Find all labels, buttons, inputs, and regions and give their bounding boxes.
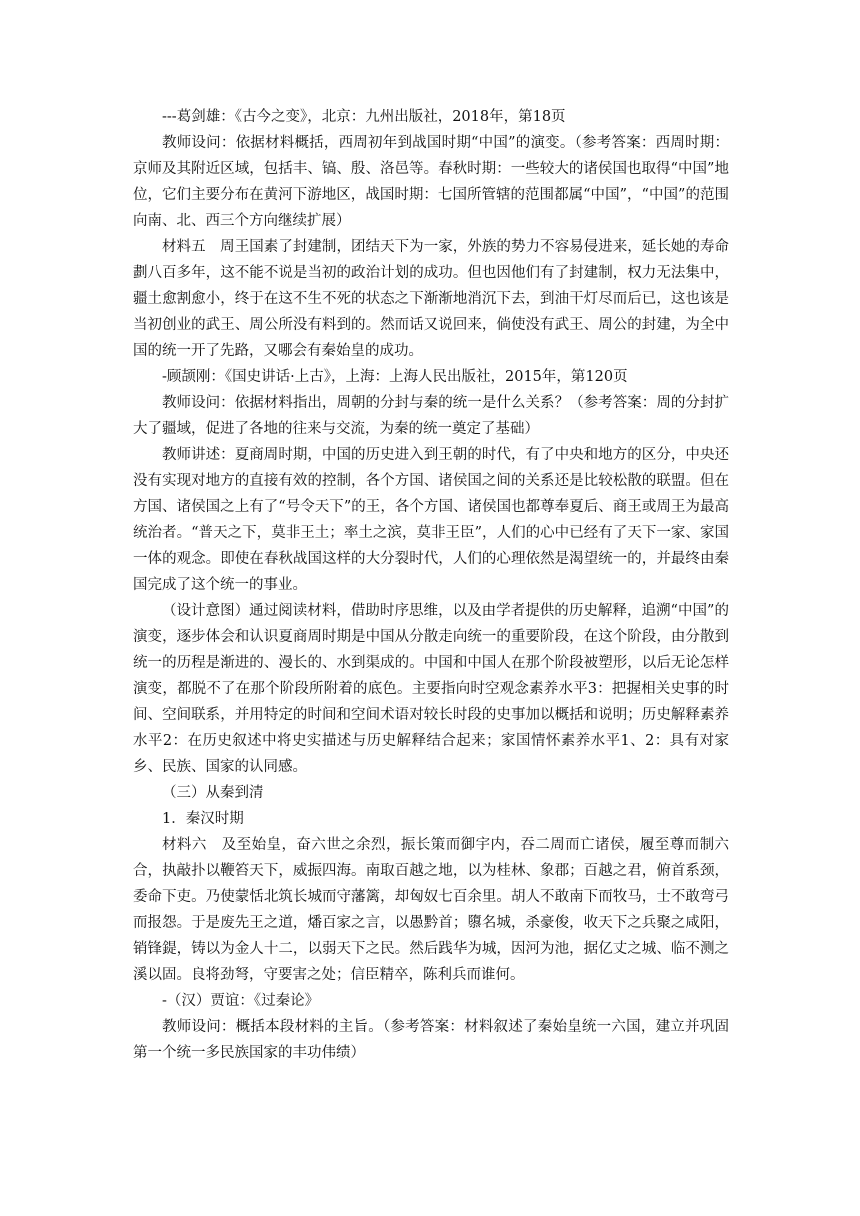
teacher-question-main-idea: 教师设问：概括本段材料的主旨。（参考答案：材料叙述了秦始皇统一六国，建立并巩固第一个统一多民族国家的丰功伟绩） xyxy=(133,1019,729,1061)
citation-ge-jianxiong: ---葛剑雄：《古今之变》，北京：九州出版社，2018年，第18页 xyxy=(162,109,566,125)
material-six: 材料六 及至始皇，奋六世之余烈，振长策而御宇内，吞二周而亡诸侯，履至尊而制六合，执敲扑以鞭笞天下，威振四海。南取百越之地，以为桂林、象郡；百越之君，俯首系颈，委命下吏。乃使蒙恬北筑长城而守藩篱，却匈奴七百余里。胡人不敢南下而牧马，士不敢弯弓而报怨。于是废先王之道，燔百家之言，以愚黔首；隳名城，杀豪俊，收天下之兵聚之咸阳，销锋鍉，铸以为金人十二，以弱天下之民。然后践华为城，因河为池，据亿丈之城、临不测之溪以固。良将劲弩，守要害之处；信臣精卒，陈利兵而谁何。 xyxy=(133,837,729,983)
citation-gu-jiegang: -顾颉刚：《国史讲话·上古》，上海：上海人民出版社，2015年，第120页 xyxy=(162,369,628,385)
citation-jia-yi: -（汉）贾谊：《过秦论》 xyxy=(162,993,320,1009)
material-five: 材料五 周王国素了封建制，团结天下为一家，外族的势力不容易侵进来，延长她的寿命劃八百多年，这不能不说是当初的政治计划的成功。但也因他们有了封建制，权力无法集中，疆土愈割愈小，终于在这不生不死的状态之下渐渐地消沉下去，到油干灯尽而后已，这也该是当初创业的武王、周公所没有料到的。然而话又说回来，倘使没有武王、周公的封建，为全中国的统一开了先路，又哪会有秦始皇的成功。 xyxy=(133,239,729,359)
section-heading-qin-to-qing: （三）从秦到清 xyxy=(162,785,264,801)
design-intent: （设计意图）通过阅读材料，借助时序思维，以及由学者提供的历史解释，追溯“中国”的演变，逐步体会和认识夏商周时期是中国从分散走向统一的重要阶段，在这个阶段，由分散到统一的历程是渐进的、漫长的、水到渠成的。中国和中国人在那个阶段被塑形，以后无论怎样演变，都脱不了在那个阶段所附着的底色。主要指向时空观念素养水平3：把握相关史事的时间、空间联系，并用特定的时间和空间术语对较长时段的史事加以概括和说明；历史解释素养水平2：在历史叙述中将史实描述与历史解释结合起来；家国情怀素养水平1、2：具有对家乡、民族、国家的认同感。 xyxy=(133,603,729,775)
teacher-lecture-xia-shang-zhou: 教师讲述：夏商周时期，中国的历史进入到王朝的时代，有了中央和地方的区分，中央还没有实现对地方的直接有效的控制，各个方国、诸侯国之间的关系还是比较松散的联盟。但在方国、诸侯国之上有了“号令天下”的王，各个方国、诸侯国也都尊奉夏后、商王或周王为最高统治者。“普天之下，莫非王土；率土之滨，莫非王臣”，人们的心中已经有了天下一家、家国一体的观念。即使在春秋战国这样的大分裂时代，人们的心理依然是渴望统一的，并最终由秦国完成了这个统一的事业。 xyxy=(133,447,729,593)
teacher-question-zhou-qin: 教师设问：依据材料指出，周朝的分封与秦的统一是什么关系？（参考答案：周的分封扩大了疆域，促进了各地的往来与交流，为秦的统一奠定了基础） xyxy=(133,395,729,437)
subheading-qin-han: 1．秦汉时期 xyxy=(162,811,244,827)
document-body xyxy=(133,104,729,1066)
teacher-question-zhongguo-evolution: 教师设问：依据材料概括，西周初年到战国时期“中国”的演变。（参考答案：西周时期：京师及其附近区域，包括丰、镐、殷、洛邑等。春秋时期：一些较大的诸侯国也取得“中国”地位，它们主要分布在黄河下游地区，战国时期：七国所管辖的范围都属“中国”，“中国”的范围向南、北、西三个方向继续扩展） xyxy=(133,135,729,229)
